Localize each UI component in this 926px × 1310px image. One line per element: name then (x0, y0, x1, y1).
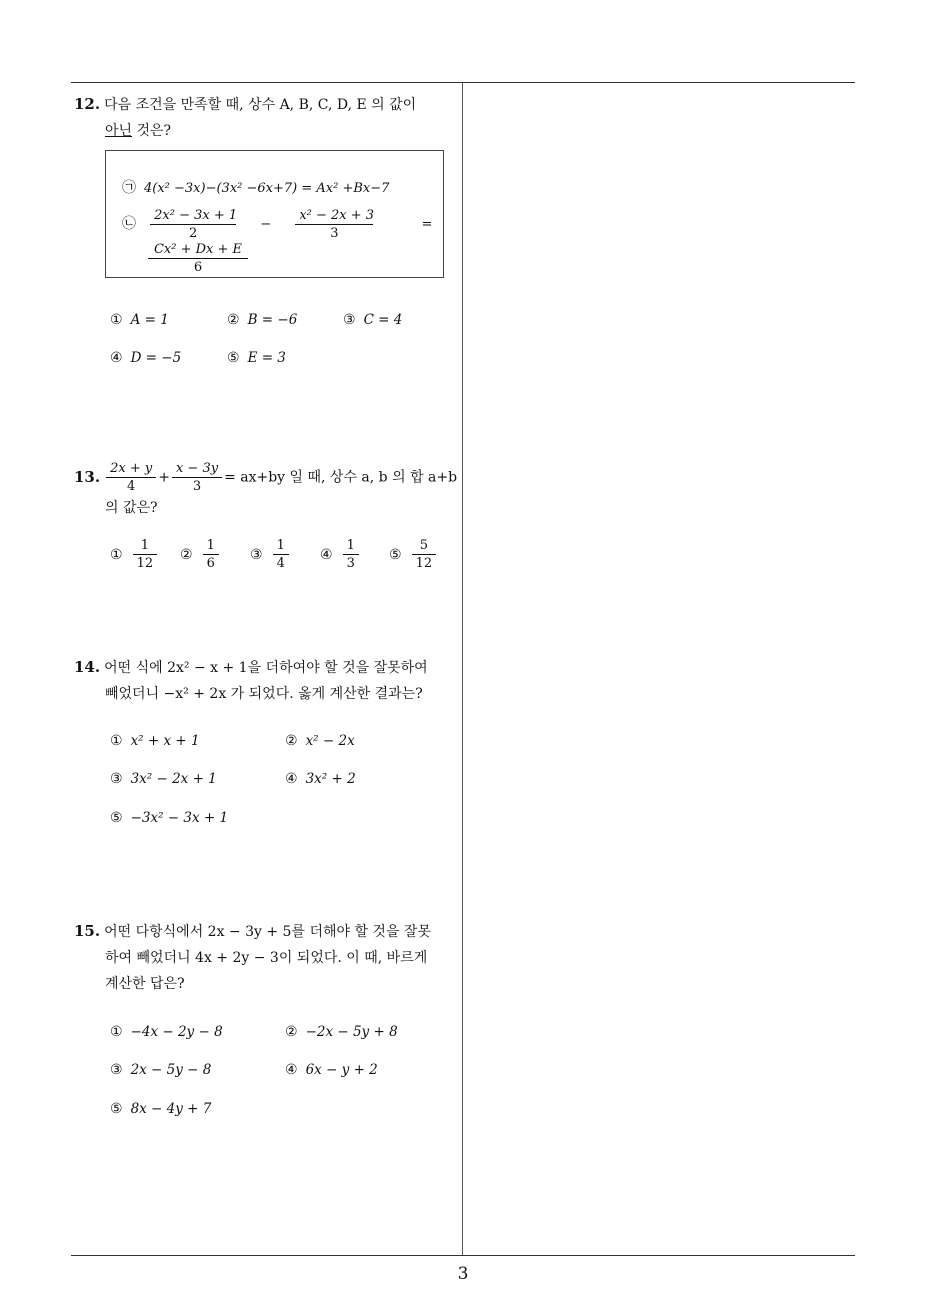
top-rule (71, 82, 855, 83)
fraction-denominator: 4 (127, 479, 136, 494)
choice-fraction (343, 537, 359, 572)
choice-text: 8x − 4y + 7 (130, 1101, 212, 1117)
q14-choice-3[interactable] (110, 771, 217, 787)
choice-text: x² + x + 1 (130, 733, 200, 749)
question-15-line1 (74, 918, 459, 945)
condition-2-minus: − (260, 217, 272, 232)
q13-choice-3[interactable] (250, 537, 291, 572)
choice-text: x² − 2x (305, 733, 355, 749)
fraction-denominator: 4 (276, 556, 285, 571)
page-number: 3 (457, 1264, 469, 1284)
fraction-numerator: 5 (412, 537, 437, 555)
question-14-number: 14. (74, 658, 101, 676)
choice-text: 3x² + 2 (305, 771, 356, 787)
fraction-numerator: 1 (133, 537, 158, 555)
choice-fraction (412, 537, 437, 572)
choice-number: ② (285, 733, 298, 749)
choice-text: 6x − y + 2 (305, 1062, 378, 1078)
choice-number: ① (110, 733, 123, 749)
condition-2-fraction-2 (295, 207, 373, 242)
choice-text: −3x² − 3x + 1 (130, 810, 229, 826)
q15-choice-1[interactable] (110, 1024, 223, 1040)
choice-number: ⑤ (389, 546, 402, 563)
q15-choice-3[interactable] (110, 1062, 211, 1078)
question-12-text-line2: 것은? (132, 123, 172, 139)
condition-2-mark: ㉡ (122, 216, 136, 232)
question-15-number: 15. (74, 922, 101, 940)
fraction-numerator: 1 (343, 537, 359, 555)
q15-choice-4[interactable] (285, 1062, 378, 1078)
question-14-line1 (74, 654, 459, 681)
bottom-rule (71, 1255, 855, 1256)
question-15-text-line1: 어떤 다항식에서 2x − 3y + 5를 더해야 할 것을 잘못 (104, 924, 431, 940)
fraction-numerator: x − 3y (172, 460, 222, 478)
choice-number: ③ (110, 1062, 123, 1078)
q14-choice-4[interactable] (285, 771, 356, 787)
q12-choice-4[interactable] (110, 350, 181, 366)
question-15-line2: 하여 빼었더니 4x + 2y − 3이 되었다. 이 때, 바르게 (105, 950, 428, 966)
question-13-fraction-1 (106, 460, 156, 495)
choice-number: ③ (250, 546, 263, 563)
fraction-numerator: x² − 2x + 3 (295, 207, 373, 225)
question-13-text-line1: = ax+by 일 때, 상수 a, b 의 합 a+b (224, 469, 458, 486)
choice-text: −4x − 2y − 8 (130, 1024, 223, 1040)
question-14 (74, 654, 459, 707)
choice-number: ④ (285, 771, 298, 787)
fraction-denominator: 3 (346, 556, 355, 571)
condition-box (105, 150, 444, 278)
condition-2 (122, 207, 432, 242)
q13-choice-4[interactable] (320, 537, 361, 572)
question-12-text-line1: 다음 조건을 만족할 때, 상수 A, B, C, D, E 의 값이 (104, 97, 417, 113)
fraction-numerator: 1 (203, 537, 219, 555)
q12-choice-5[interactable] (227, 350, 286, 366)
fraction-denominator: 6 (193, 260, 203, 275)
choice-number: ④ (285, 1062, 298, 1078)
q12-choice-2[interactable] (227, 312, 297, 328)
choice-number: ① (110, 1024, 123, 1040)
choice-fraction (203, 537, 219, 572)
choice-number: ① (110, 546, 123, 563)
condition-2-equals: = (421, 217, 433, 232)
choice-text: A = 1 (130, 312, 169, 328)
choice-number: ③ (110, 771, 123, 787)
q12-choice-3[interactable] (343, 312, 402, 328)
choice-text: C = 4 (363, 312, 403, 328)
fraction-denominator: 3 (192, 479, 202, 494)
choice-number: ③ (343, 312, 356, 328)
choice-number: ② (227, 312, 240, 328)
choice-text: 3x² − 2x + 1 (130, 771, 217, 787)
choice-fraction (133, 537, 158, 572)
q13-choice-5[interactable] (389, 537, 438, 572)
q13-choice-2[interactable] (180, 537, 221, 572)
choice-number: ⑤ (227, 350, 240, 366)
question-13-fraction-2 (172, 460, 222, 495)
condition-1-mark: ㉠ (122, 180, 136, 196)
fraction-denominator: 3 (330, 226, 339, 241)
choice-number: ④ (110, 350, 123, 366)
fraction-denominator: 6 (206, 556, 215, 571)
choice-text: D = −5 (130, 350, 182, 366)
condition-2-fraction-1 (150, 207, 236, 242)
choice-number: ④ (320, 546, 333, 563)
question-12 (74, 91, 459, 144)
choice-number: ② (180, 546, 193, 563)
fraction-numerator: 1 (273, 537, 289, 555)
question-12-number: 12. (74, 95, 101, 113)
condition-2-fraction-3 (148, 241, 248, 276)
condition-2-continued (146, 241, 250, 276)
question-13 (74, 460, 459, 521)
choice-text: 2x − 5y − 8 (130, 1062, 212, 1078)
question-12-underlined-word: 아닌 (105, 123, 133, 139)
fraction-numerator: 2x + y (106, 460, 156, 478)
choice-text: B = −6 (247, 312, 298, 328)
q14-choice-1[interactable] (110, 733, 200, 749)
q14-choice-5[interactable] (110, 810, 228, 826)
question-15 (74, 918, 459, 997)
choice-number: ① (110, 312, 123, 328)
question-15-line3: 계산한 답은? (105, 976, 185, 992)
question-13-number: 13. (74, 467, 101, 486)
question-13-plus: + (158, 469, 170, 486)
fraction-numerator: Cx² + Dx + E (148, 241, 248, 259)
choice-text: −2x − 5y + 8 (305, 1024, 398, 1040)
choice-text: E = 3 (247, 350, 286, 366)
choice-number: ⑤ (110, 1101, 123, 1117)
question-12-line2 (74, 118, 459, 144)
fraction-denominator: 12 (415, 556, 433, 571)
q14-choice-2[interactable] (285, 733, 355, 749)
question-13-line1 (74, 460, 459, 495)
q15-choice-5[interactable] (110, 1101, 211, 1117)
condition-1 (122, 177, 389, 197)
q15-choice-2[interactable] (285, 1024, 398, 1040)
question-14-line2: 빼었더니 −x² + 2x 가 되었다. 옳게 계산한 결과는? (105, 686, 423, 702)
column-divider (462, 83, 463, 1256)
question-14-text-line1: 어떤 식에 2x² − x + 1을 더하여야 할 것을 잘못하여 (104, 660, 428, 676)
fraction-denominator: 2 (189, 226, 198, 241)
fraction-denominator: 12 (136, 556, 154, 571)
choice-number: ② (285, 1024, 298, 1040)
choice-number: ⑤ (110, 810, 123, 826)
question-13-line2: 의 값은? (105, 500, 158, 516)
question-12-line1 (74, 91, 459, 118)
q12-choice-1[interactable] (110, 312, 169, 328)
choice-fraction (273, 537, 289, 572)
q13-choice-1[interactable] (110, 537, 159, 572)
condition-1-expression: 4(x² −3x)−(3x² −6x+7) = Ax² +Bx−7 (144, 181, 390, 196)
fraction-numerator: 2x² − 3x + 1 (150, 207, 236, 225)
